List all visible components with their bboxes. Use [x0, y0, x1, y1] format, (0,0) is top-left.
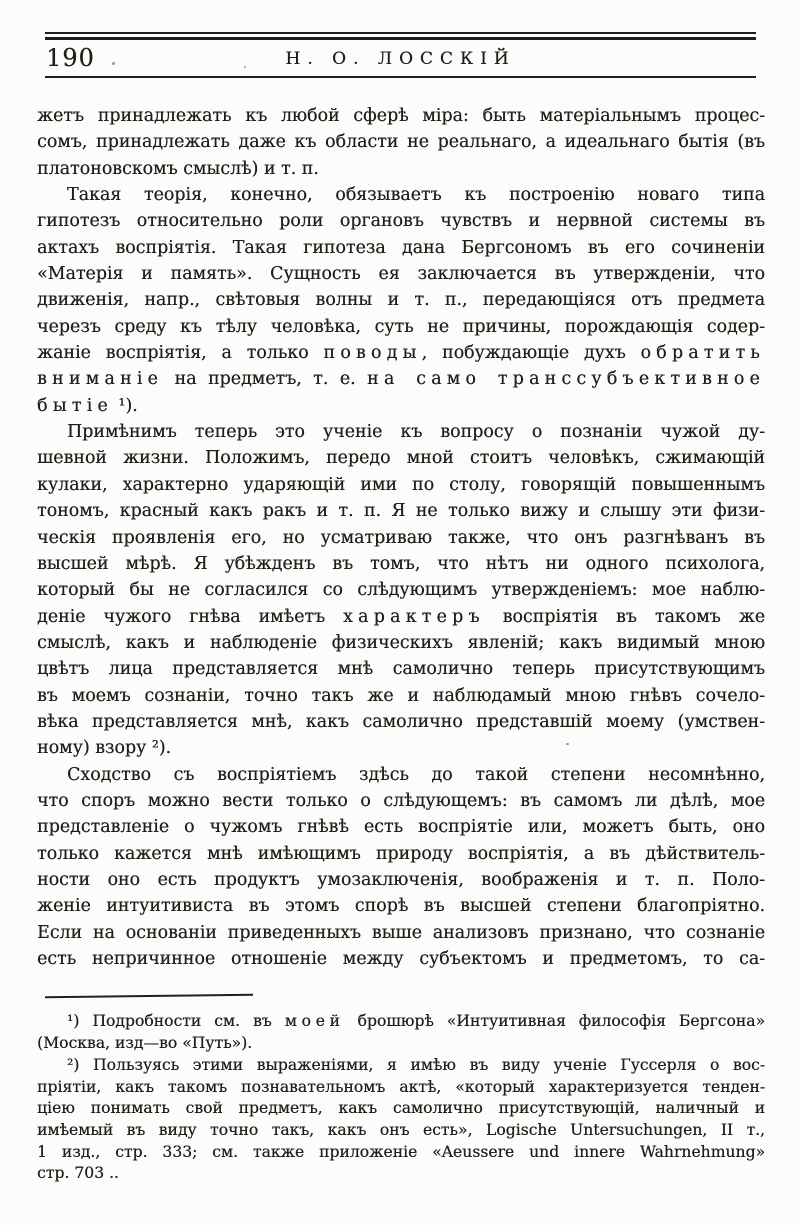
text-run: цвѣтъ лица представляется мнѣ самолично теперь присутствующимъ	[37, 659, 765, 680]
text-run: что споръ можно вести только о слѣдующемъ: въ самомъ ли дѣлѣ, мое	[37, 790, 765, 811]
spaced-emphasis-text: вниманіе	[37, 369, 164, 390]
paragraph	[37, 419, 765, 761]
text-run: 1 изд., стр. 333; см. также приложеніе «Aeussere und innere Wahrnehmung»	[37, 1142, 765, 1161]
text-line	[37, 1033, 765, 1055]
text-line	[37, 841, 765, 867]
text-run: женіе интуитивиста въ этомъ спорѣ въ высшей степени благопріятно.	[37, 896, 765, 917]
text-line	[37, 235, 765, 261]
footnotes	[37, 1011, 765, 1186]
text-line	[37, 1011, 765, 1033]
text-line	[37, 1142, 765, 1164]
text-run: тономъ, красный какъ ракъ и т. п. Я не только вижу и слышу эти физи-	[37, 501, 765, 522]
text-line	[37, 287, 765, 313]
page-header	[45, 32, 756, 78]
spaced-emphasis-text: обратить	[640, 343, 765, 364]
text-run: который бы не согласился со слѣдующимъ утвержденіемъ: мое наблю-	[37, 580, 765, 601]
text-run: «Матерія и память». Сущность ея заключается въ утвержденіи, что	[37, 264, 765, 285]
text-run: движенія, напр., свѣтовыя волны и т. п., передающіяся отъ предмета	[37, 290, 765, 311]
text-run: (Москва, изд—во «Путь»).	[37, 1033, 253, 1052]
text-run: вѣка представляется мнѣ, какъ самолично представшій моему (умствен-	[37, 711, 765, 732]
text-run: на предметъ, т. е.	[163, 369, 368, 390]
page-number: 190	[46, 44, 95, 72]
text-line	[37, 867, 765, 893]
text-run: шевной жизни. Положимъ, передо мной стоитъ человѣкъ, сжимающій	[37, 448, 765, 469]
text-line	[37, 156, 765, 182]
text-line	[37, 683, 765, 709]
text-line	[37, 419, 765, 445]
text-run: Сходство съ воспріятіемъ здѣсь до такой степени несомнѣнно,	[67, 764, 765, 785]
text-run: высшей мѣрѣ. Я убѣжденъ въ томъ, что нѣтъ ни одного психолога,	[37, 553, 765, 574]
text-line	[37, 498, 765, 524]
running-title: Н. О. ЛОССКІЙ	[285, 49, 516, 69]
text-line	[37, 814, 765, 840]
text-line	[37, 1163, 765, 1185]
text-run: только кажется мнѣ имѣющимъ природу воспріятія, а въ дѣйствитель-	[37, 843, 765, 864]
text-line	[37, 393, 765, 419]
text-line	[37, 709, 765, 735]
footnote	[37, 1011, 765, 1054]
header-bottom-rule	[45, 76, 756, 78]
body-text	[37, 103, 765, 972]
text-run: сомъ, принадлежать даже къ области не реальнаго, а идеальнаго бытія (въ	[37, 132, 765, 153]
text-line	[37, 893, 765, 919]
text-line	[37, 762, 765, 788]
text-line	[37, 946, 765, 972]
text-run: платоновскомъ смыслѣ) и т. п.	[37, 158, 319, 179]
spaced-emphasis-text: бытіе	[37, 395, 113, 416]
text-line	[37, 630, 765, 656]
text-run: Примѣнимъ теперь это ученіе къ вопросу о познаніи чужой ду-	[67, 422, 765, 443]
spaced-emphasis-text: моей	[284, 1012, 345, 1030]
text-run: въ моемъ сознаніи, точно такъ же и наблюдамый мною гнѣвъ сочело-	[37, 685, 765, 706]
text-run: Если на основаніи приведенныхъ выше анализовъ признано, что сознаніе	[37, 922, 765, 943]
text-run: ціею понимать свой предметъ, какъ самолично присутствующій, наличный и	[37, 1099, 765, 1118]
text-line	[37, 604, 765, 630]
text-line	[37, 788, 765, 814]
text-run: воспріятія въ такомъ же	[484, 606, 765, 627]
spaced-emphasis-text: поводы	[323, 343, 422, 364]
scan-speck	[244, 66, 246, 68]
text-line	[37, 1077, 765, 1099]
paragraph	[37, 762, 765, 973]
text-line	[37, 129, 765, 155]
text-line	[37, 314, 765, 340]
text-run: ²) Пользуясь этими выраженіями, я имѣю въ виду ученіе Гуссерля о вос-	[67, 1056, 765, 1075]
footnote-separator-rule	[45, 994, 253, 999]
spaced-emphasis-text: на само транссубъективное	[367, 369, 765, 390]
text-line	[37, 577, 765, 603]
text-line	[37, 1120, 765, 1142]
text-run: ному) взору ²).	[37, 738, 172, 759]
text-run: жетъ принадлежать къ любой сферѣ міра: быть матеріальнымъ процес-	[37, 106, 765, 126]
paragraph	[37, 182, 765, 419]
text-run: имѣемый въ виду точно такъ, какъ онъ есть», Logische Untersuchungen, II т.,	[37, 1120, 765, 1139]
text-run: пріятіи, какъ такомъ познавательномъ актѣ, «который характеризуется тенден-	[37, 1077, 765, 1096]
text-line	[37, 735, 765, 761]
text-line	[37, 920, 765, 946]
text-line	[37, 525, 765, 551]
scan-speck	[112, 62, 115, 65]
text-run: актахъ воспріятія. Такая гипотеза дана Бергсономъ въ его сочиненіи	[37, 237, 765, 258]
text-run: жаніе воспріятія, а только	[37, 343, 324, 364]
text-run: гипотезъ относительно роли органовъ чувствъ и нервной системы въ	[37, 211, 765, 232]
text-line	[37, 445, 765, 471]
text-run: стр. 703 ..	[37, 1164, 119, 1183]
spaced-emphasis-text: характеръ	[343, 606, 485, 627]
scan-speck	[566, 743, 569, 745]
text-run: есть непричинное отношеніе между субъектомъ и предметомъ, то са-	[37, 949, 765, 969]
text-line	[37, 182, 765, 208]
text-run: представленіе о чужомъ гнѣвѣ есть воспріятіе или, можетъ быть, оно	[37, 817, 765, 838]
text-run: брошюрѣ «Интуитивная философія Бергсона»	[344, 1012, 765, 1030]
text-run: кулаки, характерно ударяющій ими по столу, говорящій повышеннымъ	[37, 474, 765, 495]
text-line	[37, 1055, 765, 1077]
paragraph	[37, 103, 765, 182]
text-run: черезъ среду къ тѣлу человѣка, суть не причины, порождающія содер-	[37, 316, 765, 337]
text-line	[37, 366, 765, 392]
header-row	[45, 40, 756, 76]
footnote	[37, 1055, 765, 1185]
text-line	[37, 103, 765, 129]
text-line	[37, 1098, 765, 1120]
text-run: деніе чужого гнѣва имѣетъ	[37, 606, 344, 627]
text-run: ¹) Подробности см. въ	[67, 1012, 285, 1030]
text-line	[37, 261, 765, 287]
text-run: ческія проявленія его, но усматриваю также, что онъ разгнѣванъ въ	[37, 527, 765, 548]
text-run: ¹).	[112, 395, 138, 416]
text-line	[37, 340, 765, 366]
text-line	[37, 656, 765, 682]
text-line	[37, 208, 765, 234]
text-line	[37, 551, 765, 577]
text-run: ности оно есть продуктъ умозаключенія, воображенія и т. п. Поло-	[37, 869, 765, 890]
header-top-rule-thin	[45, 32, 756, 34]
text-run: , побуждающіе духъ	[421, 343, 641, 364]
text-run: Такая теорія, конечно, обязываетъ къ построенію новаго типа	[67, 185, 765, 206]
text-run: смыслѣ, какъ и наблюденіе физическихъ явленій; какъ видимый мною	[37, 632, 765, 653]
text-line	[37, 472, 765, 498]
